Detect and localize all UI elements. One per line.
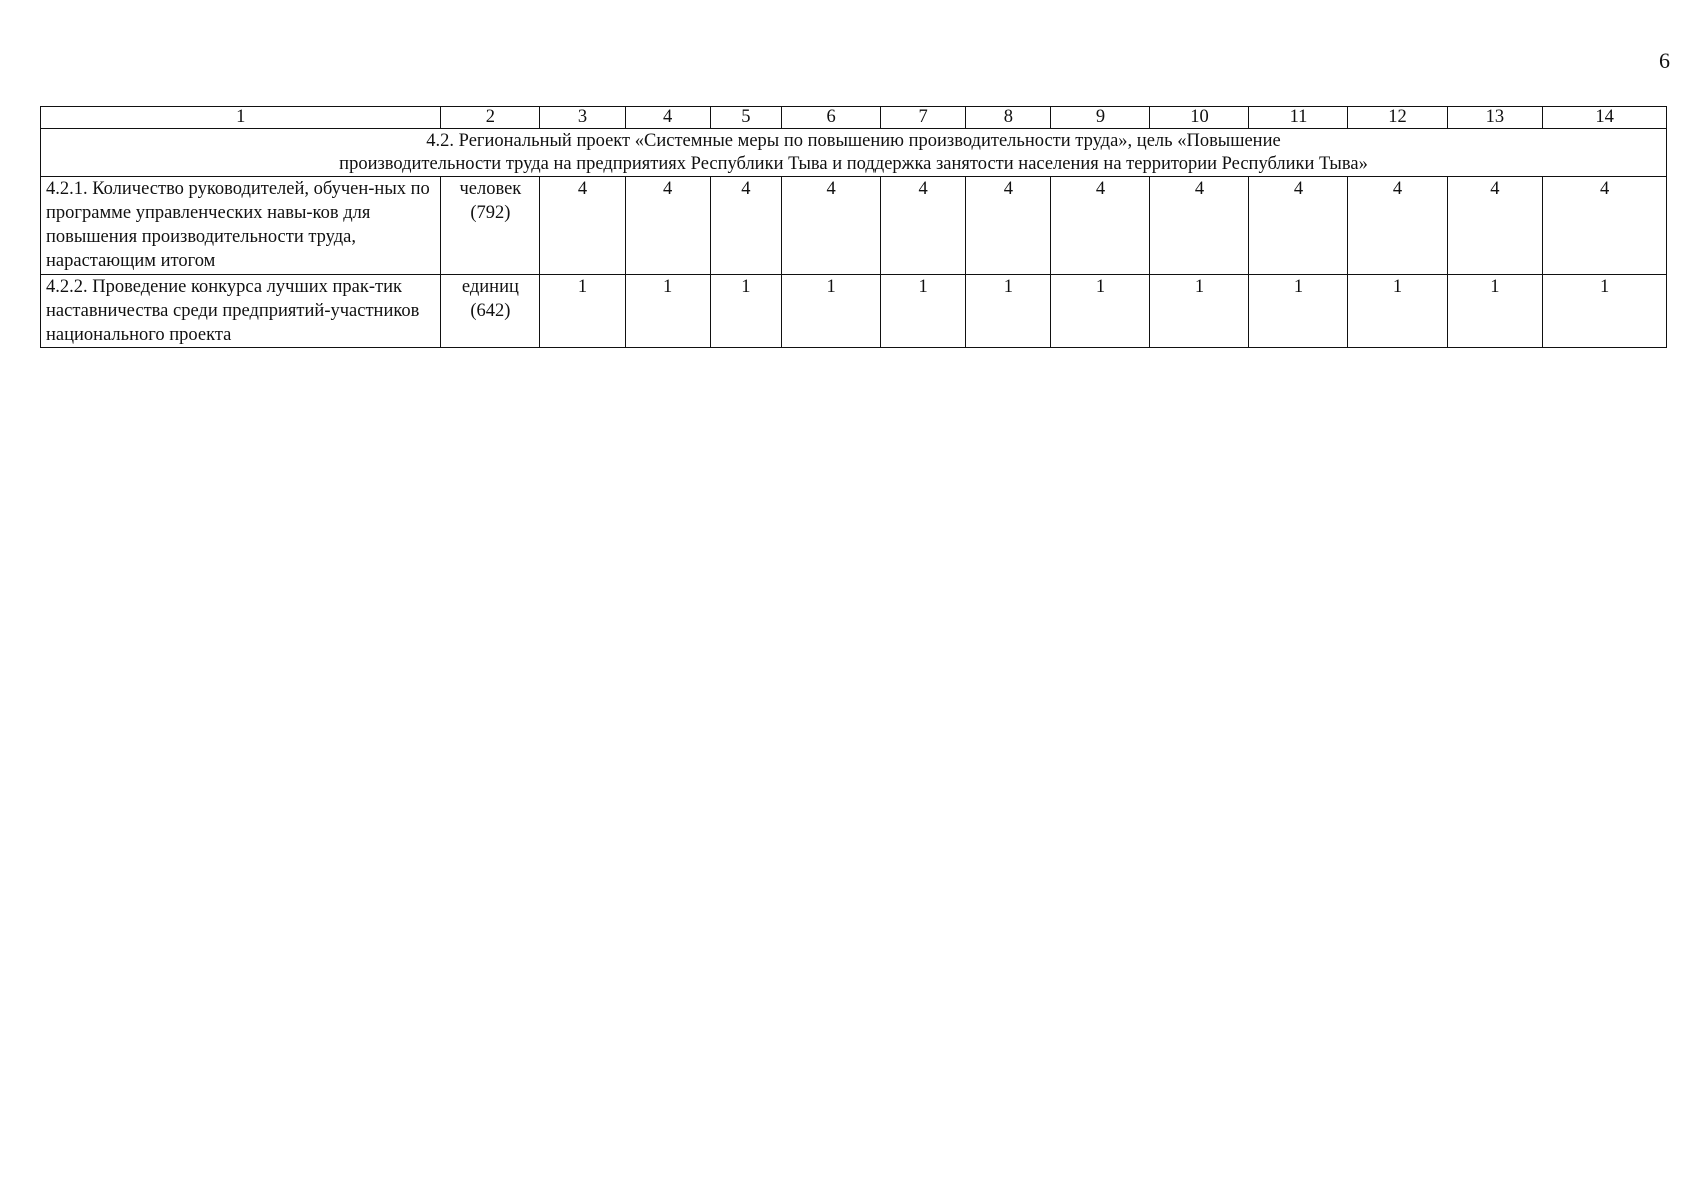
table-row <box>41 275 1667 348</box>
section-heading <box>41 129 1667 177</box>
value-cell: 4 <box>1051 177 1150 275</box>
unit-label: единиц <box>461 277 519 297</box>
unit-code: (642) <box>470 301 511 321</box>
value-cell: 1 <box>540 275 625 348</box>
value-cell: 1 <box>710 275 781 348</box>
column-number-header: 8 <box>966 107 1051 129</box>
value-cell: 4 <box>1543 177 1667 275</box>
column-number-header: 1 <box>41 107 441 129</box>
value-cell: 1 <box>881 275 966 348</box>
indicator-name: 4.2.2. Проведение конкурса лучших прак-тик наставничества среди предприятий-участников национального проекта <box>41 275 441 348</box>
value-cell: 4 <box>710 177 781 275</box>
unit-cell <box>441 177 540 275</box>
column-number-header: 13 <box>1447 107 1543 129</box>
column-number-header: 12 <box>1348 107 1447 129</box>
value-cell: 1 <box>1348 275 1447 348</box>
value-cell: 1 <box>782 275 881 348</box>
unit-cell <box>441 275 540 348</box>
value-cell: 1 <box>1150 275 1249 348</box>
indicators-table <box>40 106 1667 348</box>
value-cell: 4 <box>966 177 1051 275</box>
column-number-header: 7 <box>881 107 966 129</box>
column-number-header: 5 <box>710 107 781 129</box>
section-heading-line: производительности труда на предприятиях Республики Тыва и поддержка занятости населения на территории Республики Тыва» <box>339 154 1368 174</box>
value-cell: 1 <box>1447 275 1543 348</box>
column-number-header: 4 <box>625 107 710 129</box>
column-number-header: 11 <box>1249 107 1348 129</box>
value-cell: 1 <box>966 275 1051 348</box>
table-row <box>41 177 1667 275</box>
unit-label: человек <box>459 179 522 199</box>
value-cell: 4 <box>1348 177 1447 275</box>
column-number-header: 14 <box>1543 107 1667 129</box>
value-cell: 1 <box>1249 275 1348 348</box>
value-cell: 4 <box>1249 177 1348 275</box>
value-cell: 4 <box>782 177 881 275</box>
value-cell: 4 <box>1447 177 1543 275</box>
column-number-header: 3 <box>540 107 625 129</box>
value-cell: 1 <box>1051 275 1150 348</box>
value-cell: 4 <box>625 177 710 275</box>
page-number: 6 <box>1659 48 1670 73</box>
value-cell: 1 <box>625 275 710 348</box>
value-cell: 4 <box>540 177 625 275</box>
column-number-row <box>41 107 1667 129</box>
value-cell: 4 <box>1150 177 1249 275</box>
unit-code: (792) <box>470 203 511 223</box>
column-number-header: 9 <box>1051 107 1150 129</box>
column-number-header: 2 <box>441 107 540 129</box>
indicator-name: 4.2.1. Количество руководителей, обучен-ных по программе управленческих навы-ков для повышения производительности труда, нарастающим итогом <box>41 177 441 275</box>
value-cell: 4 <box>881 177 966 275</box>
value-cell: 1 <box>1543 275 1667 348</box>
column-number-header: 6 <box>782 107 881 129</box>
column-number-header: 10 <box>1150 107 1249 129</box>
section-heading-row <box>41 129 1667 177</box>
section-heading-line: 4.2. Региональный проект «Системные меры по повышению производительности труда», цель «Повышение <box>426 131 1281 151</box>
